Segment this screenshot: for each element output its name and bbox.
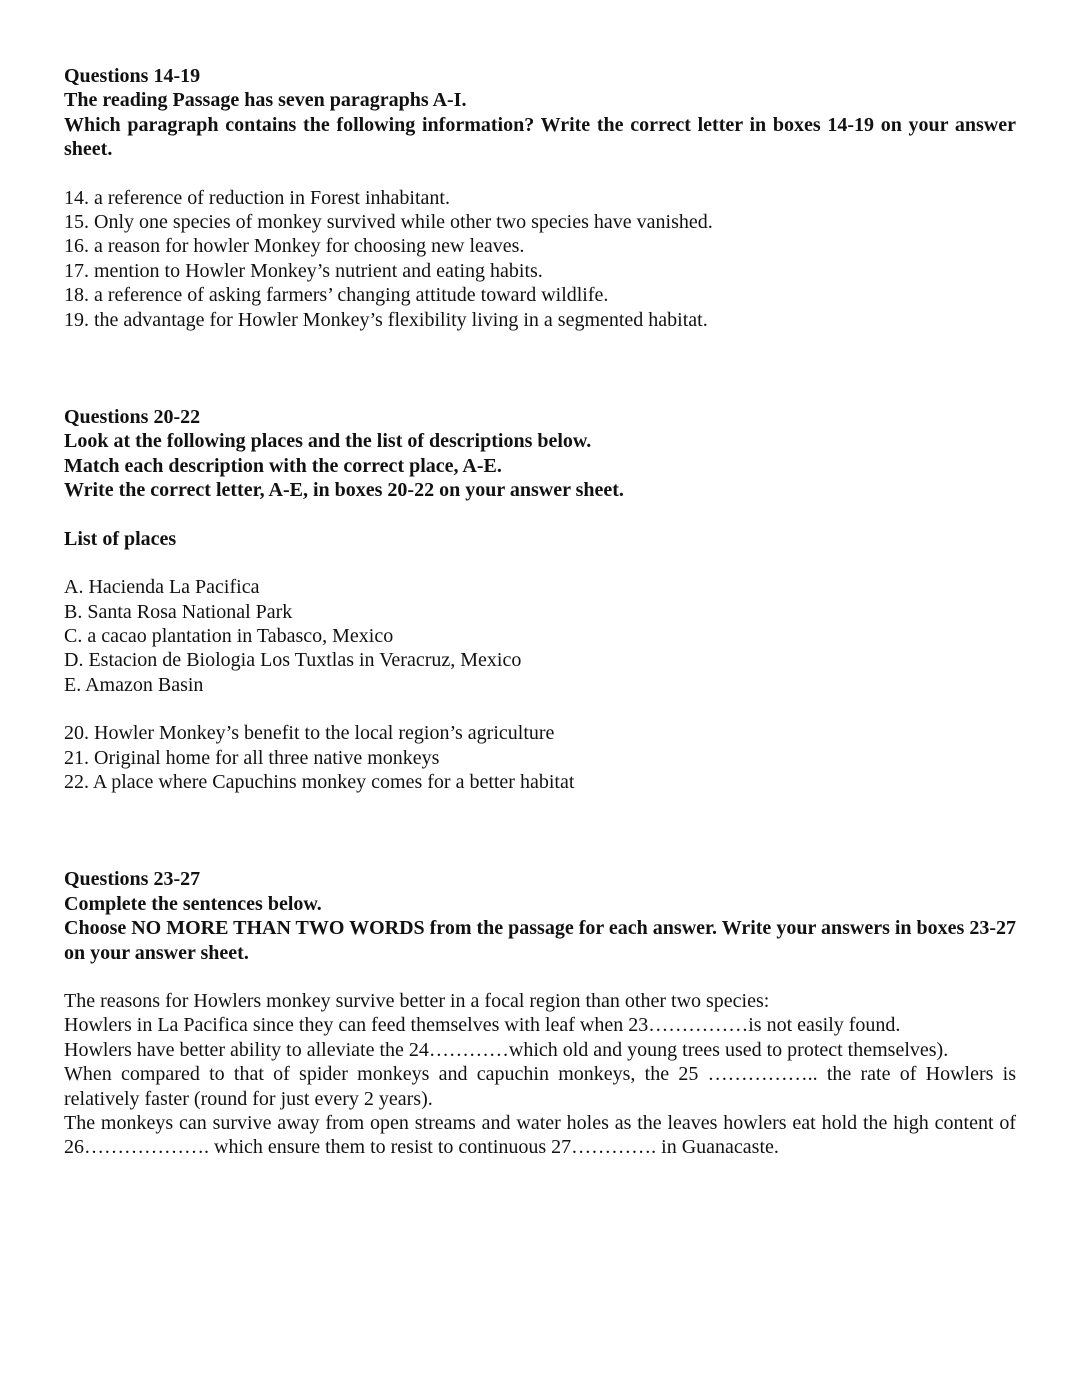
- question-item: 19. the advantage for Howler Monkey’s flexibility living in a segmented habitat.: [64, 308, 708, 331]
- document-page: [64, 64, 1016, 1160]
- questions-20-22-section: [64, 405, 1016, 794]
- section-title: Questions 23-27: [64, 868, 201, 891]
- questions-14-19-section: [64, 64, 1016, 332]
- summary-line: Howlers have better ability to alleviate the 24…………which old and young trees used to protect themselves).: [64, 1038, 949, 1061]
- instruction: Which paragraph contains the following information? Write the correct letter in boxes 14-19 on your answer sheet.: [64, 113, 1016, 161]
- instruction: Choose NO MORE THAN TWO WORDS from the passage for each answer. Write your answers in boxes 23-27 on your answer sheet.: [64, 917, 1016, 964]
- place-item: E. Amazon Basin: [64, 673, 204, 696]
- question-item: 20. Howler Monkey’s benefit to the local region’s agriculture: [64, 722, 555, 745]
- question-item: 17. mention to Howler Monkey’s nutrient and eating habits.: [64, 259, 543, 282]
- question-item: 18. a reference of asking farmers’ changing attitude toward wildlife.: [64, 284, 609, 307]
- question-item: 16. a reason for howler Monkey for choosing new leaves.: [64, 235, 525, 258]
- place-item: A. Hacienda La Pacifica: [64, 576, 260, 599]
- summary-paragraph: The monkeys can survive away from open streams and water holes as the leaves howlers eat hold the high content of 26………………. which ensure them to resist to continuous 27…………. in Guanacaste.: [64, 1112, 1016, 1159]
- summary-paragraph: When compared to that of spider monkeys and capuchin monkeys, the 25 …………….. the rate of Howlers is relatively faster (round for just every 2 years).: [64, 1063, 1016, 1110]
- instruction: Match each description with the correct place, A-E.: [64, 454, 502, 477]
- summary-line: Howlers in La Pacifica since they can feed themselves with leaf when 23……………is not easily found.: [64, 1014, 901, 1037]
- question-item: 15. Only one species of monkey survived while other two species have vanished.: [64, 211, 713, 234]
- questions-23-27-section: [64, 867, 1016, 1159]
- section-title: Questions 14-19: [64, 65, 201, 87]
- place-item: C. a cacao plantation in Tabasco, Mexico: [64, 624, 394, 647]
- instruction: Write the correct letter, A-E, in boxes 20-22 on your answer sheet.: [64, 479, 624, 502]
- section-title: Questions 20-22: [64, 406, 201, 429]
- question-item: 14. a reference of reduction in Forest inhabitant.: [64, 186, 450, 209]
- question-item: 21. Original home for all three native monkeys: [64, 746, 440, 769]
- list-title: List of places: [64, 527, 177, 550]
- place-item: B. Santa Rosa National Park: [64, 600, 293, 623]
- instruction: Complete the sentences below.: [64, 892, 322, 915]
- instruction: The reading Passage has seven paragraphs A-I.: [64, 89, 467, 112]
- instruction: Look at the following places and the list of descriptions below.: [64, 430, 592, 453]
- place-item: D. Estacion de Biologia Los Tuxtlas in Veracruz, Mexico: [64, 649, 522, 672]
- question-item: 22. A place where Capuchins monkey comes for a better habitat: [64, 770, 575, 793]
- summary-line: The reasons for Howlers monkey survive better in a focal region than other two species:: [64, 989, 770, 1012]
